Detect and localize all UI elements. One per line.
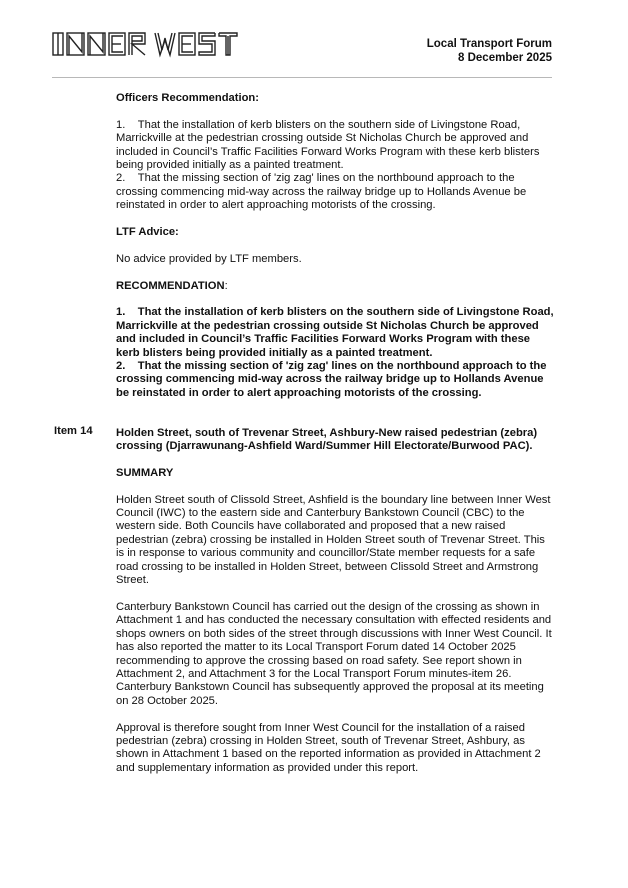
- summary-paragraph-1: Holden Street south of Clissold Street, Ashfield is the boundary line between Inner West Council (IWC) to the eastern side and Canterbury Bankstown Council (CBC) to the western side. Both Councils have collaborated and proposed that a new raised pedestrian (zebra) crossing be installed in Holden Street south of Trevenar Street. This is in response to various community and councillor/State member requests for a safe road crossing to be installed in Holden Street, between Clissold Street and Armstrong Street.: [116, 493, 551, 587]
- ltf-heading: LTF Advice:: [116, 226, 179, 239]
- forum-info: [427, 38, 552, 65]
- recommendation-item-1: 1. That the installation of kerb blisters on the southern side of Livingstone Road, Marrickville at the pedestrian crossing outside St Nicholas Church be approved and included in Council’s Traffic Facilities Forward Works Program with these kerb blisters being provided initially as a painted treatment.: [116, 306, 554, 359]
- officers-heading: Officers Recommendation:: [116, 92, 259, 104]
- section-spacer: [116, 414, 556, 427]
- recommendation-colon: :: [224, 279, 228, 292]
- summary-paragraph-2: Canterbury Bankstown Council has carried out the design of the crossing as shown in Attachment 1 and has conducted the necessary consultation with effected residents and shops owners on both sides of the street through discussions with Inner West Council. It has also reported the matter to its Local Transport Forum dated 14 October 2025 recommending to approve the crossing based on road safety. See report shown in Attachment 2, and Attachment 3 for the Local Transport Forum minutes-item 26. Canterbury Bankstown Council has subsequently approved the proposal at its meeting on 28 October 2025.: [116, 600, 552, 707]
- recommendation-heading-line: [116, 280, 556, 293]
- header-divider: [52, 77, 552, 78]
- forum-title: Local Transport Forum: [426, 38, 552, 50]
- page-header: [0, 0, 628, 80]
- summary-paragraph-3: Approval is therefore sought from Inner West Council for the installation of a raised pedestrian (zebra) crossing in Holden Street, south of Trevenar Street, Ashbury, as shown in Attachment 1 based on the reported information as provided in Attachment 2 and supplementary information as provided under this report.: [116, 721, 541, 774]
- recommendation-heading: RECOMMENDATION: [116, 279, 225, 292]
- inner-west-logo: [52, 30, 254, 63]
- summary-heading: SUMMARY: [116, 466, 174, 479]
- document-body: [116, 92, 556, 789]
- recommendation-item-2: 2. That the missing section of 'zig zag' lines on the northbound approach to the crossing commencing mid-way across the railway bridge up to Hollands Avenue be reinstated in order to alert approaching motorists of the crossing.: [116, 360, 547, 399]
- item-number-label: Item 14: [54, 425, 93, 437]
- ltf-text: No advice provided by LTF members.: [116, 252, 302, 265]
- officers-item-2: 2. That the missing section of 'zig zag' lines on the northbound approach to the crossing commencing mid-way across the railway bridge up to Hollands Avenue be reinstated in order to alert approaching motorists of the crossing.: [116, 172, 527, 212]
- item14-title: Holden Street, south of Trevenar Street, Ashbury-New raised pedestrian (zebra) crossing (Djarrawunang-Ashfield Ward/Summer Hill Electorate/Burwood PAC).: [116, 426, 538, 453]
- officers-item-1: 1. That the installation of kerb blisters on the southern side of Livingstone Road, Marrickville at the pedestrian crossing outside St Nicholas Church be approved and included in Council’s Traffic Facilities Forward Works Program with these kerb blisters being provided initially as a painted treatment.: [116, 118, 540, 172]
- forum-date: 8 December 2025: [458, 51, 552, 64]
